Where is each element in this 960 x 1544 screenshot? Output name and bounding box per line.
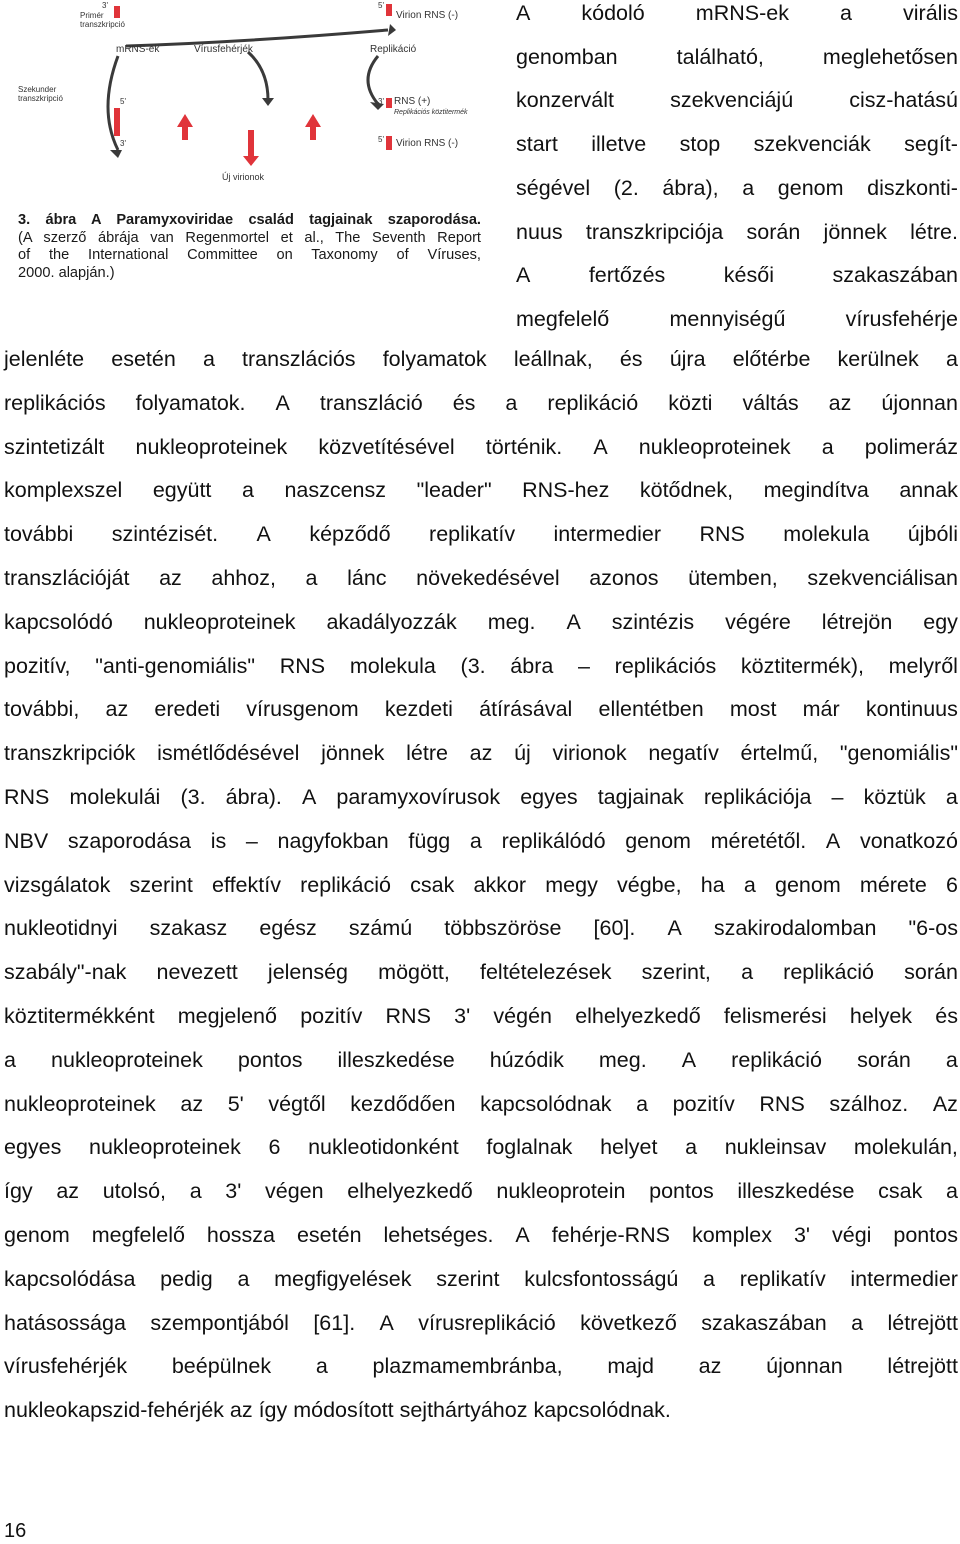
text-line: vírusfehérjék beépülnek a plazmamembránba, majd az újonnan létrejött bbox=[4, 1354, 958, 1379]
label-primer-1: Primér bbox=[80, 11, 104, 20]
genome-bar-right-top bbox=[386, 4, 392, 16]
text-line: egyes nukleoproteinek 6 nukleotidonként foglalnak helyet a nukleinsav molekulán, bbox=[4, 1135, 958, 1160]
text-line: vizsgálatok szerint effektív replikáció csak akkor megy végbe, ha a genom mérete 6 bbox=[4, 872, 958, 897]
text-line: nukleokapszid-fehérjék az így módosított sejthártyához kapcsolódnak. bbox=[4, 1398, 671, 1423]
label-5prime-top: 5' bbox=[378, 1, 384, 10]
text-line: konzervált szekvenciájú cisz-hatású bbox=[516, 88, 958, 113]
text-line: szabály"-nak nevezett jelenség mögött, feltételezések szerint, a replikáció során bbox=[4, 960, 958, 985]
genome-bar-mid bbox=[248, 130, 254, 150]
text-line: kapcsolódása pedig a megfigyelések szerint kulcsfontosságú a replikatív intermedier bbox=[4, 1266, 958, 1291]
text-line: komplexszel együtt a naszcensz "leader" RNS-hez kötődnek, megindítva annak bbox=[4, 478, 958, 503]
label-virion-bottom: Virion RNS (-) bbox=[396, 138, 459, 149]
label-primer-2: transzkripció bbox=[80, 20, 125, 29]
text-line: NBV szaporodása is – nagyfokban függ a replikálódó genom méretétől. A vonatkozó bbox=[4, 828, 958, 853]
label-5prime-left: 5' bbox=[120, 97, 126, 106]
text-line: köztitermékként megjelenő pozitív RNS 3' végén elhelyezkedő felismerési helyek és bbox=[4, 1004, 958, 1028]
label-szekunder-2: transzkripció bbox=[18, 94, 63, 103]
label-rns-plus: RNS (+) bbox=[394, 96, 431, 107]
text-line: pozitív, "anti-genomiális" RNS molekula (3. ábra – replikációs köztitermék), melyről bbox=[4, 653, 958, 678]
label-3prime-left: 3' bbox=[120, 139, 126, 148]
text-line: transzlációját az ahhoz, a lánc növekedésével azonos ütemben, szekvenciálisan bbox=[4, 566, 958, 590]
label-uj-virionok: Új virionok bbox=[222, 172, 265, 182]
genome-bar-left bbox=[114, 6, 120, 18]
text-line: jelenléte esetén a transzlációs folyamatok leállnak, és újra előtérbe kerülnek a bbox=[4, 347, 958, 371]
text-line: RNS molekulái (3. ábra). A paramyxovírusok egyes tagjainak replikációja – köztük a bbox=[4, 785, 958, 809]
page-number: 16 bbox=[4, 1520, 27, 1542]
text-line: A fertőzés késői szakaszában bbox=[516, 263, 958, 288]
label-kozti: Replikációs köztitermék bbox=[394, 109, 468, 116]
text-line: így az utolsó, a 3' végen elhelyezkedő nukleoprotein pontos illeszkedése csak a bbox=[4, 1179, 958, 1204]
text-line: ségével (2. ábra), a genom diszkonti- bbox=[516, 175, 958, 200]
caption-line-3: of the International Committee on Taxonomy of Víruses, bbox=[18, 247, 481, 263]
caption-title: 3. ábra A Paramyxoviridae család tagjainak szaporodása. bbox=[18, 212, 481, 228]
caption-line-4: 2000. alapján.) bbox=[18, 264, 115, 281]
text-line: megfelelő mennyiségű vírusfehérje bbox=[516, 306, 958, 331]
label-replikacio: Replikáció bbox=[370, 44, 417, 55]
text-line: kapcsolódó nukleoproteinek akadályozzák meg. A szintézis végére létrejön egy bbox=[4, 609, 958, 634]
text-line: nuus transzkripciója során jönnek létre. bbox=[516, 219, 958, 244]
text-line: további, az eredeti vírusgenom kezdeti átírásával ellentétben most már kontinuus bbox=[4, 697, 958, 722]
figure-caption bbox=[18, 212, 481, 282]
text-line: genom megfelelő hossza esetén lehetséges. A fehérje-RNS komplex 3' végi pontos bbox=[4, 1223, 958, 1247]
text-line: hatásossága szempontjából [61]. A vírusreplikáció következő szakaszában a létrejött bbox=[4, 1310, 958, 1335]
text-line: szintetizált nukleoproteinek közvetítésével történik. A nukleoproteinek a polimeráz bbox=[4, 434, 958, 459]
label-3prime-top: 3' bbox=[102, 1, 108, 10]
text-line: genomban található, meglehetősen bbox=[516, 44, 958, 69]
genome-bar-mid-left bbox=[114, 108, 120, 136]
genome-bar-right-mid bbox=[386, 98, 392, 108]
text-line: A kódoló mRNS-ek a virális bbox=[516, 1, 958, 25]
text-line: további szintézisét. A képződő replikatív intermedier RNS molekula újbóli bbox=[4, 522, 958, 547]
label-mrns: mRNS-ek bbox=[116, 44, 160, 55]
label-virion-top: Virion RNS (-) bbox=[396, 10, 459, 21]
label-5prime-bottom: 5' bbox=[378, 135, 384, 144]
label-3prime-mid: 3' bbox=[378, 97, 384, 106]
label-szekunder-1: Szekunder bbox=[18, 85, 57, 94]
text-line: transzkripciók ismétlődésével jönnek létre az új virionok negatív értelmű, "genomiális" bbox=[4, 741, 958, 766]
replication-diagram bbox=[18, 0, 500, 190]
text-line: replikációs folyamatok. A transzláció és a replikáció közti váltás az újonnan bbox=[4, 390, 958, 415]
down-arrow bbox=[243, 150, 259, 166]
text-line: nukleotidnyi szakasz egész számú többszöröse [60]. A szakirodalomban "6-os bbox=[4, 916, 958, 941]
text-line: a nukleoproteinek pontos illeszkedése húzódik meg. A replikáció során a bbox=[4, 1047, 958, 1072]
genome-bar-right-bottom bbox=[386, 136, 392, 150]
label-virusfeherjek: Vírusfehérjék bbox=[194, 44, 253, 55]
caption-line-2: (A szerző ábrája van Regenmortel et al., The Seventh Report bbox=[18, 229, 481, 246]
text-line: start illetve stop szekvenciák segít- bbox=[516, 132, 958, 157]
text-line: nukleoproteinek az 5' végtől kezdődően kapcsolódnak a pozitív RNS szálhoz. Az bbox=[4, 1091, 958, 1116]
